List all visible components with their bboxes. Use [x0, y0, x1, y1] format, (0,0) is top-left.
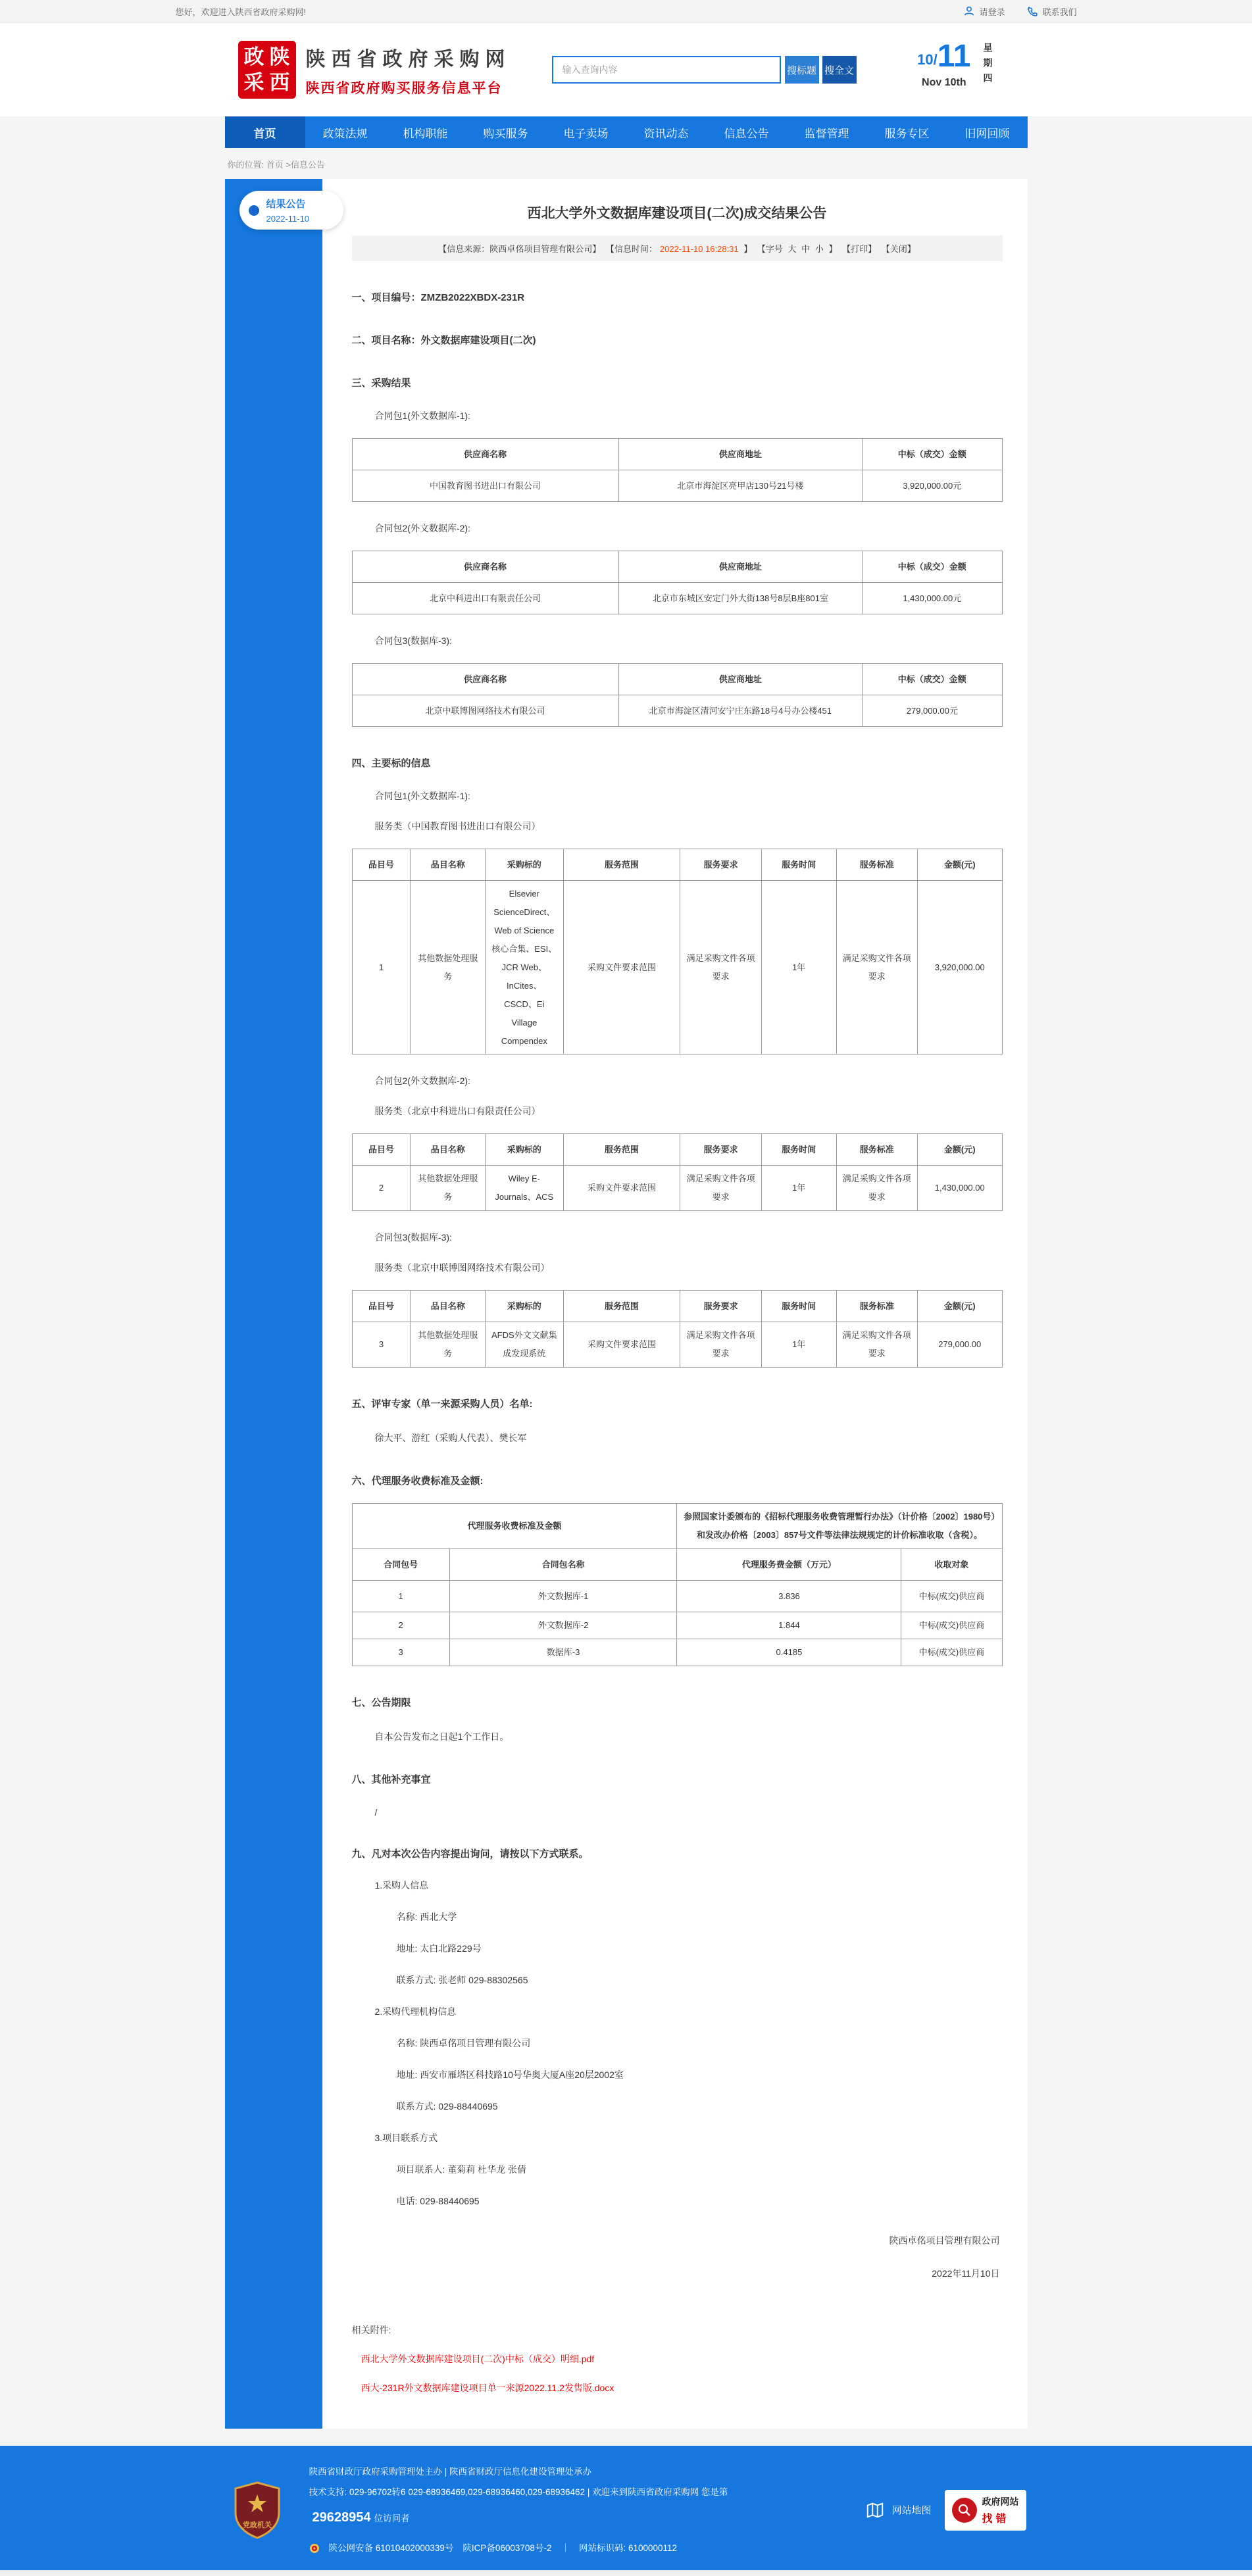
col-header: 收取对象	[901, 1549, 1002, 1581]
cell: 3	[352, 1639, 449, 1666]
signature-date: 2022年11月10日	[932, 2267, 1000, 2279]
site-title: 陕西省政府采购网	[305, 48, 511, 70]
search-title-button[interactable]: 搜标题	[785, 56, 819, 84]
government-emblem-icon	[233, 2481, 282, 2539]
cell: 中标(成交)供应商	[901, 1612, 1002, 1639]
col-header: 供应商地址	[618, 664, 863, 695]
footer-text	[309, 2462, 770, 2558]
col-header: 服务标准	[836, 849, 918, 881]
col-header: 品目号	[352, 1134, 411, 1166]
site-identification-code: 网站标识码: 6100000112	[578, 2543, 678, 2554]
col-header: 代理服务费金额（万元）	[677, 1549, 901, 1581]
col-header: 服务要求	[680, 1134, 762, 1166]
expert-names: 徐大平、游红（采购人代表）、樊长军	[374, 1433, 527, 1444]
date-month: 10/	[917, 51, 938, 68]
section-procurement-result: 三、采购结果	[351, 378, 411, 389]
award-amount-cell: 1,430,000.00元	[863, 583, 1002, 614]
col-header: 采购标的	[486, 1134, 564, 1166]
category-date: 2022-11-10	[266, 214, 310, 224]
col-header: 服务范围	[563, 849, 680, 881]
cell: 满足采购文件各项要求	[836, 1322, 918, 1368]
public-security-badge-icon	[309, 2543, 320, 2554]
nav-item-news[interactable]: 资讯动态	[643, 127, 689, 140]
supplier-address-cell: 北京市东城区安定门外大街138号8层B座801室	[618, 583, 863, 614]
category-pill	[239, 191, 343, 230]
bullet-dot-icon	[249, 205, 259, 216]
nav-item-purchase-services[interactable]: 购买服务	[483, 127, 528, 140]
result-table-3	[352, 663, 1003, 727]
meta-source: 【信息来源：陕西卓佲项目管理有限公司】	[438, 244, 601, 254]
col-header: 中标（成交）金额	[863, 664, 1002, 695]
cell: 1年	[761, 881, 836, 1054]
package-label: 合同包2(外文数据库-2):	[374, 1076, 470, 1087]
col-header: 供应商名称	[352, 551, 618, 583]
service-type-label: 服务类（北京中科进出口有限责任公司）	[374, 1106, 541, 1117]
other-matters-text: /	[374, 1806, 378, 1818]
col-header: 服务要求	[680, 1291, 762, 1322]
breadcrumb-strip	[0, 148, 1252, 179]
login-link[interactable]	[963, 5, 1005, 18]
signature-block	[352, 2234, 1003, 2280]
cell: 外文数据库-2	[449, 1612, 677, 1639]
purchaser-phone: 联系方式: 张老师 029-88302565	[396, 1974, 528, 1985]
icp-number[interactable]: 陕ICP备06003708号-2	[463, 2543, 552, 2554]
cell: 采购文件要求范围	[563, 881, 680, 1054]
sitemap-label: 网站地图	[891, 2505, 932, 2516]
section-announcement-period: 七、公告期限	[351, 1697, 411, 1708]
amount-cell: 279,000.00	[918, 1322, 1003, 1368]
purchaser-name: 名称: 西北大学	[396, 1911, 457, 1922]
footer	[0, 2446, 1252, 2570]
cell: 1	[352, 881, 411, 1054]
nav-item-service-zone[interactable]: 服务专区	[884, 127, 930, 140]
table-row	[352, 1639, 1002, 1666]
cell: 满足采购文件各项要求	[836, 881, 918, 1054]
section-agency-fee: 六、代理服务收费标准及金额:	[351, 1475, 484, 1487]
subject-table-1	[352, 849, 1003, 1054]
date-weekday: 星期四	[982, 43, 993, 88]
cell: 满足采购文件各项要求	[680, 1322, 762, 1368]
date-widget	[917, 41, 1020, 89]
section-subject-info: 四、主要标的信息	[351, 758, 431, 769]
table-row	[352, 470, 1002, 502]
nav-item-policies[interactable]: 政策法规	[322, 127, 368, 140]
cell: Wiley E-Journals、ACS	[486, 1166, 564, 1211]
col-header: 服务时间	[761, 1134, 836, 1166]
col-header: 品目名称	[411, 849, 486, 881]
logo-char: 政	[243, 45, 264, 68]
site-subtitle: 陕西省政府购买服务信息平台	[305, 80, 503, 96]
col-header: 服务范围	[563, 1291, 680, 1322]
section-project-number: 一、项目编号：ZMZB2022XBDX-231R	[351, 292, 525, 303]
cell: Elsevier ScienceDirect、Web of Science核心合集、ESI、JCR Web、InCites、CSCD、Ei Village Compendex	[486, 881, 564, 1054]
nav-item-e-market[interactable]: 电子卖场	[563, 127, 609, 140]
purchaser-info-title: 1.采购人信息	[374, 1879, 429, 1891]
meta-time-label: 【信息时间：	[605, 244, 657, 254]
section-other-matters: 八、其他补充事宜	[351, 1773, 431, 1785]
col-header: 服务标准	[836, 1134, 918, 1166]
cell: 中标(成交)供应商	[901, 1581, 1002, 1612]
signature-company: 陕西卓佲项目管理有限公司	[889, 2235, 1000, 2246]
agency-address: 地址: 西安市雁塔区科技路10号华奥大厦A座20层2002室	[396, 2069, 624, 2080]
cell: 采购文件要求范围	[563, 1322, 680, 1368]
content-card	[225, 179, 1028, 2429]
service-type-label: 服务类（北京中联博图网络技术有限公司）	[374, 1262, 550, 1274]
welcome-text: 您好，欢迎进入陕西省政府采购网!	[175, 7, 307, 17]
table-row	[352, 1612, 1002, 1639]
breadcrumb	[225, 148, 1028, 179]
supplier-name-cell: 北京中科进出口有限责任公司	[352, 583, 618, 614]
search-fulltext-button[interactable]: 搜全文	[822, 56, 857, 84]
article-meta-bar	[352, 235, 1003, 261]
nav-item-old-site[interactable]: 旧网回顾	[964, 127, 1010, 140]
print-button[interactable]: 【打印】	[842, 244, 877, 254]
svg-text:党政机关: 党政机关	[242, 2521, 272, 2529]
cell: 3.836	[677, 1581, 901, 1612]
table-row	[352, 1166, 1002, 1211]
fontsize-small-button[interactable]: 小	[814, 244, 824, 254]
project-contact-title: 3.项目联系方式	[374, 2132, 438, 2143]
fontsize-medium-button[interactable]: 中	[801, 244, 811, 254]
main-nav	[225, 116, 1028, 148]
site-header	[0, 23, 1252, 116]
package-label: 合同包2(外文数据库-2):	[374, 523, 470, 533]
cell: 1	[352, 1581, 449, 1612]
logo-char: 陕	[269, 45, 290, 68]
magnifier-icon	[952, 2498, 977, 2523]
date-english: Nov 10th	[922, 76, 966, 88]
col-header: 供应商名称	[352, 439, 618, 470]
cell: 1年	[761, 1322, 836, 1368]
col-header: 采购标的	[486, 849, 564, 881]
col-header: 供应商地址	[618, 551, 863, 583]
package-label: 合同包1(外文数据库-1):	[374, 791, 470, 801]
subject-table-3	[352, 1290, 1003, 1368]
contact-us-link[interactable]	[1027, 5, 1076, 18]
agency-phone: 联系方式: 029-88440695	[396, 2100, 498, 2112]
amount-cell: 1,430,000.00	[918, 1166, 1003, 1211]
cell: 其他数据处理服务	[411, 1166, 486, 1211]
nav-item-announcements[interactable]: 信息公告	[724, 127, 769, 140]
agency-name: 名称: 陕西卓佲项目管理有限公司	[396, 2037, 531, 2048]
article	[322, 179, 1028, 2429]
footer-organizer-line: 陕西省财政厅政府采购管理处主办 | 陕西省财政厅信息化建设管理处承办	[309, 2466, 592, 2477]
table-row	[352, 695, 1002, 727]
page-title: 西北大学外文数据库建设项目(二次)成交结果公告	[527, 206, 827, 221]
nav-item-functions[interactable]: 机构职能	[403, 127, 448, 140]
cell: 其他数据处理服务	[411, 881, 486, 1054]
agency-fee-desc-cell: 参照国家计委颁布的《招标代理服务收费管理暂行办法》（计价格〔2002〕1980号）和发改办价格〔2003〕857号文件等法律法规规定的计价标准收取（含税）。	[677, 1504, 1002, 1549]
supplier-address-cell: 北京市海淀区亮甲店130号21号楼	[618, 470, 863, 502]
meta-fontsize-close: 】	[828, 244, 838, 254]
topbar	[0, 0, 1252, 23]
col-header: 合同包名称	[449, 1549, 677, 1581]
contact-us-label: 联系我们	[1042, 7, 1077, 17]
close-button[interactable]: 【关闭】	[881, 244, 916, 254]
cell: 数据库-3	[449, 1639, 677, 1666]
search-bar	[552, 56, 857, 84]
col-header: 服务标准	[836, 1291, 918, 1322]
attachment-link-pdf[interactable]: 西北大学外文数据库建设项目(二次)中标（成交）明细.pdf	[361, 2353, 595, 2364]
col-header: 服务时间	[761, 1291, 836, 1322]
gov-site-error-report-badge[interactable]	[945, 2490, 1026, 2531]
cell: 3	[352, 1322, 411, 1368]
cell: 满足采购文件各项要求	[680, 881, 762, 1054]
cell: 1年	[761, 1166, 836, 1211]
col-header: 合同包号	[352, 1549, 449, 1581]
purchaser-address: 地址: 太白北路229号	[396, 1943, 482, 1954]
cell: 1.844	[677, 1612, 901, 1639]
award-amount-cell: 279,000.00元	[863, 695, 1002, 727]
col-header: 金额(元)	[918, 849, 1003, 881]
nav-item-supervision[interactable]: 监督管理	[804, 127, 849, 140]
sitemap-link[interactable]	[865, 2500, 931, 2520]
announcement-period-text: 自本公告发布之日起1个工作日。	[374, 1731, 509, 1742]
cell: AFDS外文文献集成发现系统	[486, 1322, 564, 1368]
table-row	[352, 1322, 1002, 1368]
col-header: 服务要求	[680, 849, 762, 881]
cell: 其他数据处理服务	[411, 1322, 486, 1368]
footer-registration-line	[309, 2538, 770, 2558]
cell: 2	[352, 1166, 411, 1211]
col-header: 品目号	[352, 1291, 411, 1322]
col-header: 服务时间	[761, 849, 836, 881]
date-day: 11	[937, 39, 971, 74]
login-label: 请登录	[979, 7, 1005, 17]
cell: 外文数据库-1	[449, 1581, 677, 1612]
project-contact-phone: 电话: 029-88440695	[396, 2195, 480, 2206]
col-header: 中标（成交）金额	[863, 439, 1002, 470]
footer-divider: ｜	[561, 2543, 570, 2554]
section-experts: 五、评审专家（单一来源采购人员）名单:	[351, 1399, 533, 1410]
col-header: 供应商地址	[618, 439, 863, 470]
cell: 满足采购文件各项要求	[680, 1166, 762, 1211]
agency-fee-table	[352, 1503, 1003, 1666]
phone-icon	[1027, 6, 1038, 17]
col-header: 品目名称	[411, 1134, 486, 1166]
result-table-2	[352, 551, 1003, 614]
col-header: 品目名称	[411, 1291, 486, 1322]
badge-gov-site-label: 政府网站	[982, 2496, 1019, 2507]
breadcrumb-current: >信息公告	[286, 160, 325, 170]
col-header: 金额(元)	[918, 1134, 1003, 1166]
table-row	[352, 881, 1002, 1054]
site-logo	[238, 41, 296, 99]
col-header: 服务范围	[563, 1134, 680, 1166]
cell: 满足采购文件各项要求	[836, 1166, 918, 1211]
project-contact-person: 项目联系人: 董菊莉 杜华龙 张倩	[396, 2164, 527, 2175]
section-contact: 九、凡对本次公告内容提出询问，请按以下方式联系。	[351, 1848, 589, 1860]
service-type-label: 服务类（中国教育图书进出口有限公司）	[374, 821, 541, 831]
footer-support-line: 技术支持: 029-96702转6 029-68936469,029-68936460,029-68936462 | 欢迎来到陕西省政府采购网 您是第29628954 位访问者	[309, 2487, 728, 2525]
bottom-strip	[0, 2570, 1252, 2576]
meta-fontsize-label: 【字号	[757, 244, 783, 254]
logo-char: 采	[243, 71, 264, 94]
col-header: 品目号	[352, 849, 411, 881]
supplier-name-cell: 北京中联博图网络技术有限公司	[352, 695, 618, 727]
cell: 0.4185	[677, 1639, 901, 1666]
amount-cell: 3,920,000.00	[918, 881, 1003, 1054]
meta-time-close: 】	[741, 244, 753, 254]
supplier-address-cell: 北京市海淀区清河安宁庄东路18号4号办公楼451	[618, 695, 863, 727]
subject-table-2	[352, 1133, 1003, 1211]
category-sidebar	[225, 179, 322, 2429]
security-record-number[interactable]: 陕公网安备 61010402000339号	[328, 2543, 454, 2554]
map-icon	[865, 2500, 885, 2520]
col-header: 供应商名称	[352, 664, 618, 695]
cell: 中标(成交)供应商	[901, 1639, 1002, 1666]
breadcrumb-prefix: 你的位置:	[227, 160, 264, 170]
logo-char: 西	[269, 71, 290, 94]
badge-find-error-label: 找错	[982, 2513, 1010, 2525]
fontsize-large-button[interactable]: 大	[788, 244, 797, 254]
nav-item-home[interactable]: 首页	[225, 116, 305, 148]
user-icon	[963, 5, 975, 17]
table-row	[352, 1581, 1002, 1612]
agency-info-title: 2.采购代理机构信息	[374, 2006, 457, 2017]
attachments-label: 相关附件:	[351, 2324, 391, 2335]
package-label: 合同包3(数据库-3):	[374, 635, 452, 646]
table-row	[352, 583, 1002, 614]
meta-time-value: 2022-11-10 16:28:31	[659, 244, 739, 254]
category-label: 结果公告	[266, 199, 306, 210]
award-amount-cell: 3,920,000.00元	[863, 470, 1002, 502]
breadcrumb-home-link[interactable]: 首页	[266, 160, 284, 170]
package-label: 合同包3(数据库-3):	[374, 1232, 452, 1243]
col-header: 金额(元)	[918, 1291, 1003, 1322]
brand	[238, 41, 511, 99]
attachment-link-docx[interactable]: 西大-231R外文数据库建设项目单一来源2022.11.2发售版.docx	[361, 2382, 614, 2393]
cell: 采购文件要求范围	[563, 1166, 680, 1211]
package-label: 合同包1(外文数据库-1):	[374, 410, 470, 421]
col-header: 采购标的	[486, 1291, 564, 1322]
col-header: 中标（成交）金额	[863, 551, 1002, 583]
result-table-1	[352, 438, 1003, 502]
cell: 2	[352, 1612, 449, 1639]
section-project-name: 二、项目名称：外文数据库建设项目(二次)	[351, 335, 536, 346]
search-input[interactable]	[552, 56, 781, 84]
agency-fee-title-cell: 代理服务收费标准及金额	[352, 1504, 677, 1549]
supplier-name-cell: 中国教育图书进出口有限公司	[352, 470, 618, 502]
visitor-count: 29628954	[312, 2510, 371, 2525]
